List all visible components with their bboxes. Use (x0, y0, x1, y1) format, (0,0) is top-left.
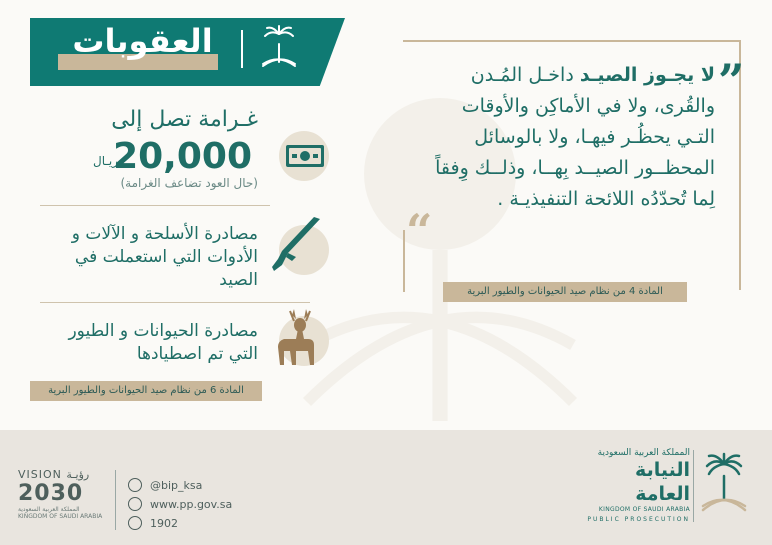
org-kingdom-ar: المملكة العربية السعودية (597, 448, 690, 458)
quote-body (425, 60, 715, 215)
twitter-contact[interactable] (128, 476, 202, 494)
vision-sub-en: KINGDOM OF SAUDI ARABIA (18, 513, 103, 520)
confiscate-animals-text: مصادرة الحيوانات و الطيور التي تم اصطيادها (68, 321, 258, 364)
public-prosecution-logo (580, 448, 690, 523)
vision-arabic: رؤيـة (66, 468, 90, 481)
vision-year: 2030 (18, 481, 84, 506)
confiscate-weapons-text: مصادرة الأسلحة و الآلات و الأدوات التي استعملت في الصيد (71, 224, 258, 290)
fine-heading: غـرامة تصل إلى (111, 107, 258, 132)
twitter-icon (128, 478, 142, 492)
page-title: العقوبات (72, 22, 213, 60)
palm-swords-emblem-icon (697, 450, 751, 514)
phone-contact[interactable] (128, 514, 178, 532)
separator (40, 205, 270, 206)
footer-divider (115, 470, 116, 530)
globe-icon (128, 497, 142, 511)
phone-icon (128, 516, 142, 530)
rifle-icon (268, 215, 324, 275)
website-contact[interactable] (128, 495, 232, 513)
org-name-en: PUBLIC PROSECUTION (587, 516, 690, 523)
org-divider (693, 450, 694, 522)
org-name-ar: النيابة العامة (635, 459, 690, 505)
vision-sub-ar: المملكة العربية السعودية (18, 506, 80, 513)
fine-currency: ريـال (93, 154, 119, 168)
fine-note: (حال العود تضاعف الغرامة) (120, 176, 258, 190)
money-icon (285, 142, 325, 170)
quote-text: داخـل المُـدن والقُرى، ولا في الأماكِن والأوقات التـي يحظُـر فيهـا، ولا بالوسائل المحظــور الصيــد بِهــا، وذلــك وِفقاً لِما تُحدّدُه اللائحة التنفيذيـة . (435, 64, 715, 210)
separator (40, 302, 310, 303)
article-4-tag: المادة 4 من نظام صيد الحيوانات والطيور البرية (443, 282, 687, 302)
vision-2030-logo (18, 468, 138, 520)
phone-number: 1902 (150, 516, 178, 530)
website-url: www.pp.gov.sa (150, 497, 233, 511)
quote-highlight: لا يجـوز الصيـد (579, 64, 715, 86)
header-divider (241, 30, 243, 68)
vision-label: VISION (18, 468, 62, 481)
twitter-handle: @bip_ksa (150, 478, 203, 492)
palm-swords-emblem-icon (255, 22, 303, 70)
deer-icon (272, 305, 330, 367)
quote-frame-left-edge (403, 230, 405, 292)
article-6-tag: المادة 6 من نظام صيد الحيوانات والطيور البرية (30, 381, 262, 401)
fine-amount: 20,000 (113, 136, 252, 177)
close-quote-icon: “ (406, 204, 433, 258)
org-kingdom-en: KINGDOM OF SAUDI ARABIA (598, 506, 690, 513)
open-quote-icon: ” (718, 54, 745, 108)
